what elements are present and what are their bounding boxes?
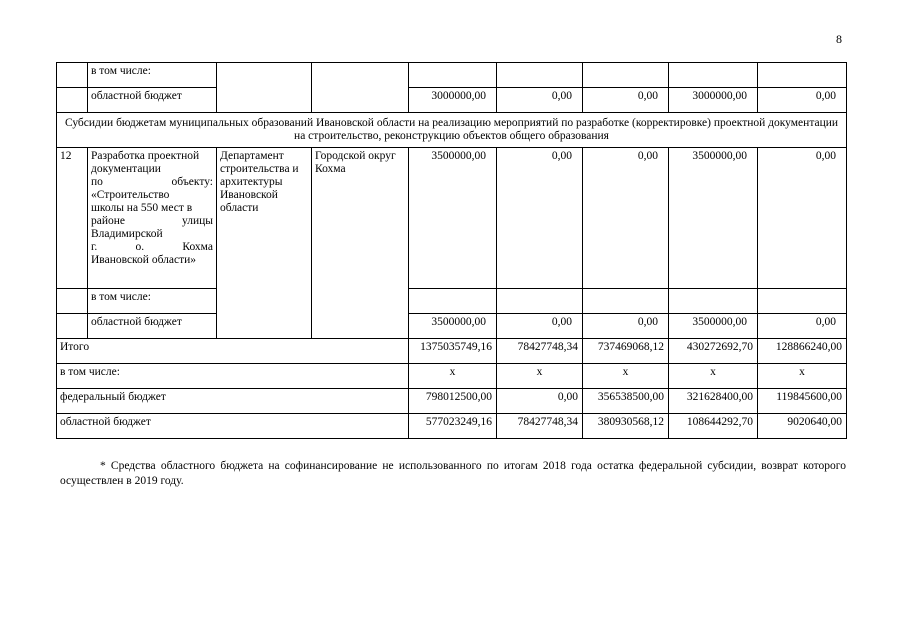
value-cell (497, 63, 583, 88)
value-cell: 0,00 (497, 148, 583, 289)
value-cell: 3500000,00 (409, 314, 497, 339)
value-cell (497, 289, 583, 314)
table-row (57, 364, 847, 389)
num-cell (57, 63, 88, 88)
num-cell (57, 289, 88, 314)
value-cell: 321628400,00 (669, 389, 758, 414)
object-name-word: о. (135, 241, 145, 253)
num-cell (57, 314, 88, 339)
value-cell: 108644292,70 (669, 414, 758, 439)
value-cell: 0,00 (758, 148, 847, 289)
object-name-line: Владимирской (91, 228, 163, 240)
object-name-line: Разработка проектной (91, 150, 200, 162)
recipient-cell: Городской округ Кохма (312, 148, 409, 339)
value-cell: 3000000,00 (669, 88, 758, 113)
table-row (57, 148, 847, 289)
budget-table (56, 62, 847, 439)
object-name-cell (88, 148, 217, 289)
value-cell: 3500000,00 (669, 148, 758, 289)
department-cell (217, 63, 312, 113)
value-cell: 798012500,00 (409, 389, 497, 414)
value-cell (409, 63, 497, 88)
label-cell: в том числе: (88, 289, 217, 314)
label-cell: в том числе: (88, 63, 217, 88)
object-name-line (91, 215, 213, 228)
value-cell: х (758, 364, 847, 389)
table-row (57, 414, 847, 439)
label-cell: областной бюджет (88, 314, 217, 339)
value-cell (669, 63, 758, 88)
value-cell: 380930568,12 (583, 414, 669, 439)
object-name-line: Ивановской области» (91, 254, 197, 266)
value-cell: 0,00 (583, 148, 669, 289)
value-cell: 128866240,00 (758, 339, 847, 364)
object-name-line: документации (91, 163, 161, 175)
num-cell: 12 (57, 148, 88, 289)
value-cell: 78427748,34 (497, 414, 583, 439)
value-cell: 78427748,34 (497, 339, 583, 364)
value-cell: 0,00 (758, 314, 847, 339)
value-cell: 0,00 (497, 88, 583, 113)
value-cell: 430272692,70 (669, 339, 758, 364)
table-row (57, 63, 847, 88)
object-name-word: г. (91, 241, 98, 253)
value-cell: 3500000,00 (669, 314, 758, 339)
value-cell: 577023249,16 (409, 414, 497, 439)
object-name-line: «Строительство (91, 189, 170, 201)
department-cell: Департамент строительства и архитектуры Ивановской области (217, 148, 312, 339)
object-name-line (91, 176, 213, 189)
value-cell: 356538500,00 (583, 389, 669, 414)
value-cell (758, 289, 847, 314)
object-name-word: объекту: (171, 176, 213, 188)
value-cell: х (497, 364, 583, 389)
footnote: * Средства областного бюджета на софинансирование не использованного по итогам 2018 года остатка федеральной субсидии, возврат которого осуществлен в 2019 году. (60, 460, 846, 487)
value-cell: 0,00 (758, 88, 847, 113)
label-cell: областной бюджет (88, 88, 217, 113)
value-cell: х (409, 364, 497, 389)
value-cell: 0,00 (583, 88, 669, 113)
value-cell: х (583, 364, 669, 389)
object-name-line: школы на 550 мест в (91, 202, 193, 214)
object-name-line (91, 241, 213, 254)
table-row (57, 289, 847, 314)
value-cell: 737469068,12 (583, 339, 669, 364)
label-cell: областной бюджет (57, 414, 409, 439)
value-cell: 9020640,00 (758, 414, 847, 439)
table-row (57, 88, 847, 113)
page-number: 8 (836, 32, 842, 46)
num-cell (57, 88, 88, 113)
value-cell (758, 63, 847, 88)
recipient-cell (312, 63, 409, 113)
value-cell: х (669, 364, 758, 389)
total-row (57, 339, 847, 364)
value-cell: 3500000,00 (409, 148, 497, 289)
label-cell: федеральный бюджет (57, 389, 409, 414)
value-cell: 0,00 (497, 389, 583, 414)
value-cell (583, 289, 669, 314)
value-cell (409, 289, 497, 314)
table-row (57, 314, 847, 339)
value-cell (583, 63, 669, 88)
object-name-word: районе (91, 215, 126, 227)
value-cell: 1375035749,16 (409, 339, 497, 364)
value-cell: 3000000,00 (409, 88, 497, 113)
table-row (57, 389, 847, 414)
object-name-word: улицы (181, 215, 213, 227)
value-cell: 0,00 (497, 314, 583, 339)
value-cell: 0,00 (583, 314, 669, 339)
label-cell: в том числе: (57, 364, 409, 389)
section-header-row (57, 113, 847, 148)
object-name-word: по (91, 176, 103, 188)
value-cell (669, 289, 758, 314)
object-name-word: Кохма (182, 241, 213, 253)
section-header: Субсидии бюджетам муниципальных образований Ивановской области на реализацию мероприятий по разработке (корректировке) проектной документации на строительство, реконструкцию объектов общего образования (57, 113, 847, 148)
value-cell: 119845600,00 (758, 389, 847, 414)
total-label: Итого (57, 339, 409, 364)
